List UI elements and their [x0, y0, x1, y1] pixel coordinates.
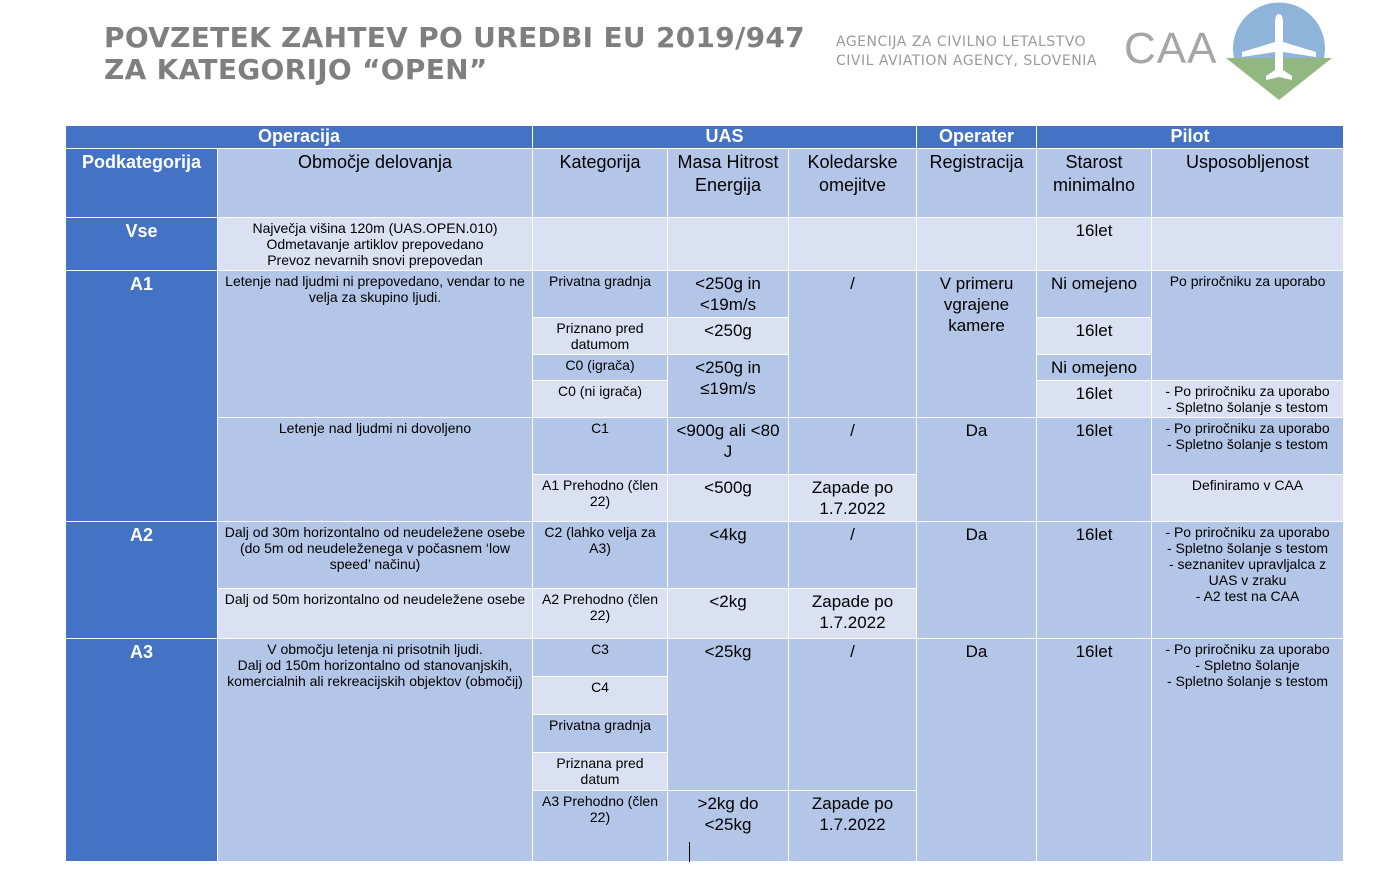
title-line-1: POVZETEK ZAHTEV PO UREDBI EU 2019/947	[104, 21, 805, 54]
mass-c0: <250g in ≤19m/s	[668, 355, 789, 418]
age-a3: 16let	[1037, 639, 1152, 862]
category-a1-transition: A1 Prehodno (člen 22)	[533, 475, 668, 522]
area-a2-50m: Dalj od 50m horizontalno od neudeležene osebe	[218, 589, 533, 639]
group-header-uas: UAS	[533, 126, 917, 149]
mass-c2: <4kg	[668, 522, 789, 589]
age-private-build: Ni omejeno	[1037, 271, 1152, 318]
area-line: Odmetavanje artiklov prepovedano	[266, 236, 484, 252]
qualification-a2	[1152, 522, 1344, 639]
group-header-pilot: Pilot	[1037, 126, 1344, 149]
calendar-a3: /	[789, 639, 917, 791]
mass-a1-transition: <500g	[668, 475, 789, 522]
mass-private-build: <250g in <19m/s	[668, 271, 789, 318]
agency-name	[836, 33, 1097, 71]
category-a3-transition: A3 Prehodno (člen 22)	[533, 791, 668, 862]
qualification-line: - Spletno šolanje	[1195, 657, 1300, 673]
subcategory-vse: Vse	[66, 218, 218, 271]
registration-a1-camera: V primeru vgrajene kamere	[917, 271, 1037, 418]
qualification-c0	[1152, 381, 1344, 418]
area-line: Prevoz nevarnih snovi prepovedan	[267, 252, 483, 268]
mass-a3: <25kg	[668, 639, 789, 791]
text-cursor	[689, 842, 690, 862]
category-c3: C3	[533, 639, 668, 677]
empty-cell	[533, 218, 668, 271]
registration-a2: Da	[917, 522, 1037, 639]
area-line: (do 5m od neudeleženega v počasnem ‘low speed’ načinu)	[239, 540, 511, 572]
column-header-calendar: Koledarske omejitve	[789, 149, 917, 218]
column-header-category: Kategorija	[533, 149, 668, 218]
calendar-a1-transition: Zapade po 1.7.2022	[789, 475, 917, 522]
calendar-c1: /	[789, 418, 917, 475]
calendar-a1: /	[789, 271, 917, 418]
column-header-registration: Registracija	[917, 149, 1037, 218]
calendar-a2-transition: Zapade po 1.7.2022	[789, 589, 917, 639]
column-header-mass-speed-energy: Masa Hitrost Energija	[668, 149, 789, 218]
agency-name-en: CIVIL AVIATION AGENCY, SLOVENIA	[836, 53, 1097, 69]
column-header-subcategory: Podkategorija	[66, 149, 218, 218]
area-line: Dalj od 30m horizontalno od neudeležene osebe	[224, 524, 526, 540]
area-line: V območju letenja ni prisotnih ljudi.	[267, 641, 483, 657]
category-recognized-before-date: Priznano pred datumom	[533, 318, 668, 355]
category-c0-not-toy: C0 (ni igrača)	[533, 381, 668, 418]
column-header-qualification: Usposobljenost	[1152, 149, 1344, 218]
category-c1: C1	[533, 418, 668, 475]
qualification-a1-manual: Po priročniku za uporabo	[1152, 271, 1344, 381]
age-recognized: 16let	[1037, 318, 1152, 355]
agency-name-sl: AGENCIJA ZA CIVILNO LETALSTVO	[836, 34, 1087, 50]
qualification-line: - Po priročniku za uporabo	[1165, 524, 1330, 540]
empty-cell	[668, 218, 789, 271]
calendar-a3-transition: Zapade po 1.7.2022	[789, 791, 917, 862]
category-a3-private-build: Privatna gradnja	[533, 715, 668, 753]
age-vse: 16let	[1037, 218, 1152, 271]
mass-recognized: <250g	[668, 318, 789, 355]
qualification-line: - Po priročniku za uporabo	[1165, 420, 1330, 436]
qualification-a1-transition: Definiramo v CAA	[1152, 475, 1344, 522]
category-c2: C2 (lahko velja za A3)	[533, 522, 668, 589]
mass-a2-transition: <2kg	[668, 589, 789, 639]
agency-abbreviation: CAA	[1124, 24, 1218, 73]
empty-cell	[1152, 218, 1344, 271]
area-a2-30m	[218, 522, 533, 589]
category-c0-toy: C0 (igrača)	[533, 355, 668, 381]
age-c0-toy: Ni omejeno	[1037, 355, 1152, 381]
area-line: Dalj od 150m horizontalno od stanovanjskih, komercialnih ali rekreacijskih objektov (območij)	[227, 657, 523, 689]
qualification-line: - seznanitev upravljalca z UAS v zraku	[1168, 556, 1327, 588]
area-vse	[218, 218, 533, 271]
category-private-build: Privatna gradnja	[533, 271, 668, 318]
column-header-area: Območje delovanja	[218, 149, 533, 218]
area-a1-over-people: Letenje nad ljudmi ni prepovedano, vendar to ne velja za skupino ljudi.	[218, 271, 533, 418]
subcategory-a2: A2	[66, 522, 218, 639]
calendar-c2: /	[789, 522, 917, 589]
qualification-line: - Spletno šolanje s testom	[1166, 673, 1329, 689]
qualification-c1	[1152, 418, 1344, 475]
mass-c1: <900g ali <80 J	[668, 418, 789, 475]
qualification-line: - Spletno šolanje s testom	[1166, 436, 1329, 452]
qualification-line: - Spletno šolanje s testom	[1166, 540, 1329, 556]
age-a1: 16let	[1037, 418, 1152, 522]
qualification-line: - Po priročniku za uporabo	[1165, 383, 1330, 399]
column-header-minimum-age: Starost minimalno	[1037, 149, 1152, 218]
age-a2: 16let	[1037, 522, 1152, 639]
title-line-2: ZA KATEGORIJO “OPEN”	[104, 53, 488, 86]
page-title	[104, 22, 805, 86]
area-a1-no-people: Letenje nad ljudmi ni dovoljeno	[218, 418, 533, 522]
category-c4: C4	[533, 677, 668, 715]
category-a2-transition: A2 Prehodno (člen 22)	[533, 589, 668, 639]
subcategory-a1: A1	[66, 271, 218, 522]
qualification-a3	[1152, 639, 1344, 862]
area-a3	[218, 639, 533, 862]
area-line: Največja višina 120m (UAS.OPEN.010)	[252, 220, 498, 236]
group-header-operator: Operater	[917, 126, 1037, 149]
airplane-logo-icon	[1224, 0, 1334, 102]
registration-a1: Da	[917, 418, 1037, 522]
qualification-line: - A2 test na CAA	[1195, 588, 1300, 604]
empty-cell	[917, 218, 1037, 271]
registration-a3: Da	[917, 639, 1037, 862]
requirements-table	[65, 125, 1344, 862]
qualification-line: - Spletno šolanje s testom	[1166, 399, 1329, 415]
mass-a3-transition: >2kg do <25kg	[668, 791, 789, 862]
category-a3-recognized: Priznana pred datum	[533, 753, 668, 791]
group-header-operation: Operacija	[66, 126, 533, 149]
age-c0-not-toy: 16let	[1037, 381, 1152, 418]
subcategory-a3: A3	[66, 639, 218, 862]
qualification-line: - Po priročniku za uporabo	[1165, 641, 1330, 657]
empty-cell	[789, 218, 917, 271]
